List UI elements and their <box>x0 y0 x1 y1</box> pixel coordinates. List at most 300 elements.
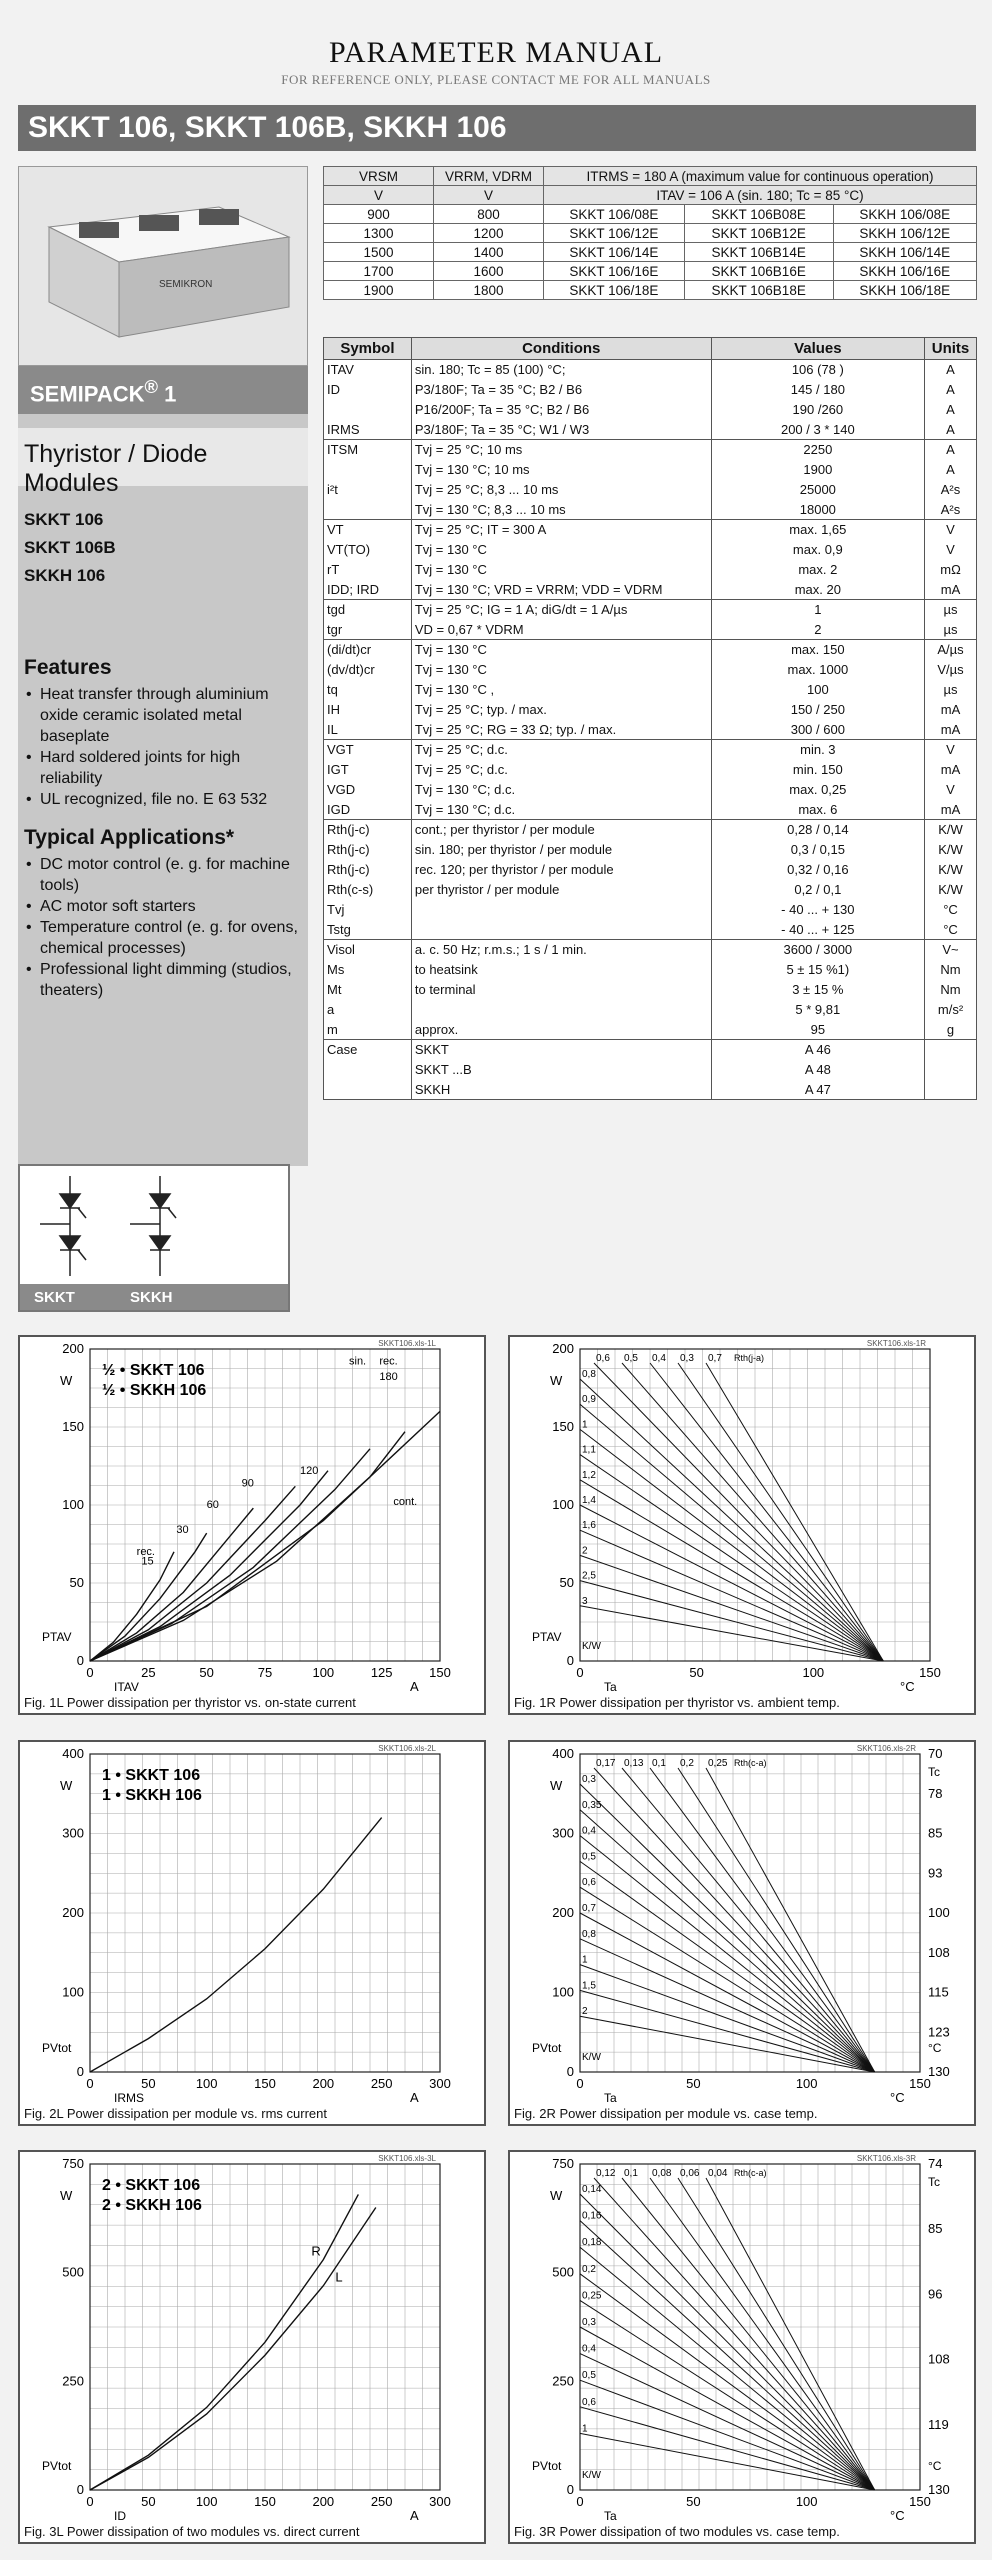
semipack-reg: ® <box>144 376 159 397</box>
x-unit-label: °C <box>900 1679 915 1694</box>
ptab-cell: mA <box>925 800 977 820</box>
ptab-cell: Tvj = 25 °C; d.c. <box>411 760 711 780</box>
chart-legend-label: 1 • SKKH 106 <box>102 1787 202 1804</box>
x-tick-label: 200 <box>312 2076 335 2091</box>
rth-label: 0,8 <box>582 1369 596 1380</box>
y2-tick-label: 74 <box>928 2156 943 2171</box>
ptab-row <box>324 860 977 880</box>
ptab-cell: per thyristor / per module <box>411 880 711 900</box>
vtab-cell: 1300 <box>324 224 434 243</box>
symbol-label-skkh: SKKH <box>130 1289 173 1306</box>
rth-label: 0,3 <box>582 1774 596 1785</box>
ptab-cell: K/W <box>925 860 977 880</box>
ptab-row <box>324 560 977 580</box>
ptab-cell: A 46 <box>711 1040 924 1060</box>
x-axis-label: IRMS <box>114 2091 144 2105</box>
chart-2l <box>18 1740 486 2126</box>
ptab-cell: IGT <box>324 760 412 780</box>
y-tick-label: 750 <box>552 2156 574 2171</box>
curve-label: rec. <box>136 1545 156 1558</box>
ptab-cell: Mt <box>324 980 412 1000</box>
rth-label: 0,2 <box>680 1758 694 1769</box>
ptab-cell: K/W <box>925 880 977 900</box>
x-tick-label: 50 <box>141 2076 156 2091</box>
x-axis-label: Ta <box>604 2091 617 2105</box>
ptab-cell: Rth(j-c) <box>324 840 412 860</box>
y2-tick-label: 108 <box>928 2351 950 2367</box>
ptab-cell: 18000 <box>711 500 924 520</box>
application-item: • Temperature control (e. g. for ovens, chemical processes) <box>24 917 304 959</box>
rth-label: 1 <box>582 1954 588 1966</box>
x-tick-label: 50 <box>689 1665 704 1680</box>
rth-label: 3 <box>582 1595 588 1607</box>
rth-label: 2,5 <box>582 1570 596 1582</box>
x-tick-label: 0 <box>86 2076 94 2091</box>
ptab-cell: 1 <box>711 600 924 620</box>
ptab-cell: approx. <box>411 1020 711 1040</box>
y2-tick-label: 130 <box>928 2482 950 2497</box>
ptab-cell: 106 (78 ) <box>711 360 924 380</box>
vtab-cell: SKKH 106/08E <box>833 205 976 224</box>
ptab-cell: Ms <box>324 960 412 980</box>
ptab-cell: Tvj <box>324 900 412 920</box>
ptab-cell: Tvj = 130 °C <box>411 560 711 580</box>
vtab-cell: 1200 <box>434 224 544 243</box>
x-tick-label: 0 <box>86 2494 94 2509</box>
y-tick-label: 100 <box>62 1497 84 1512</box>
x-tick-label: 300 <box>429 2494 451 2509</box>
model-list <box>24 506 116 590</box>
rth-label: 2 <box>582 2006 588 2018</box>
x-tick-label: 250 <box>370 2076 393 2091</box>
ptab-row <box>324 500 977 520</box>
ptab-cell <box>324 1080 412 1100</box>
rth-line <box>580 1555 883 1661</box>
ptab-cell: 25000 <box>711 480 924 500</box>
ptab-cell: Nm <box>925 980 977 1000</box>
rth-label: 0,25 <box>708 1758 728 1769</box>
rth-label: 0,2 <box>582 2263 596 2275</box>
ptab-cell: Visol <box>324 940 412 960</box>
chart-caption: Fig. 2R Power dissipation per module vs. case temp. <box>514 2106 818 2121</box>
ptab-cell: SKKH <box>411 1080 711 1100</box>
curve-label: 15 <box>141 1555 154 1568</box>
x-tick-label: 100 <box>795 2076 818 2091</box>
ptab-cell: - 40 ... + 125 <box>711 920 924 940</box>
ptab-cell: V <box>925 740 977 760</box>
ptab-cell: mA <box>925 580 977 600</box>
ptab-cell: VT <box>324 520 412 540</box>
vtab-cell: SKKH 106/16E <box>833 262 976 281</box>
ptab-cell: A/µs <box>925 640 977 660</box>
x-tick-label: 0 <box>86 1665 94 1680</box>
ptab-cell: 300 / 600 <box>711 720 924 740</box>
rth-line <box>580 1990 875 2072</box>
tc-axis-label: Tc <box>928 1765 940 1779</box>
ptab-header-units: Units <box>925 338 977 360</box>
y-axis-label: PVtot <box>42 2459 72 2473</box>
chart-file-label: SKKT106.xls-1R <box>866 1339 926 1348</box>
ptab-cell: max. 20 <box>711 580 924 600</box>
y2-tick-label: 100 <box>928 1905 950 1920</box>
ptab-cell: - 40 ... + 130 <box>711 900 924 920</box>
y-tick-label: 250 <box>62 2373 84 2389</box>
kw-label: K/W <box>582 2470 601 2481</box>
vtab-cell: SKKT 106/12E <box>544 224 685 243</box>
feature-item: • Hard soldered joints for high reliability <box>24 747 304 789</box>
ptab-cell: max. 0,25 <box>711 780 924 800</box>
ptab-row <box>324 1060 977 1080</box>
y-tick-label: 500 <box>62 2264 84 2280</box>
rth-label: 0,04 <box>708 2168 728 2179</box>
y-tick-label: 500 <box>552 2264 574 2280</box>
rth-label: 0,6 <box>582 1877 596 1889</box>
vtab-cell: SKKH 106/14E <box>833 243 976 262</box>
vtab-row <box>324 262 977 281</box>
rth-label: 1,2 <box>582 1469 596 1481</box>
vtab-cell: SKKT 106/18E <box>544 281 685 300</box>
semipack-label: SEMIPACK® 1 <box>18 366 308 414</box>
y2-tick-label: 93 <box>928 1865 943 1881</box>
vtab-cell: SKKT 106B16E <box>684 262 833 281</box>
ptab-cell: 3 ± 15 % <box>711 980 924 1000</box>
product-family: Thyristor / Diode Modules <box>18 428 308 486</box>
vtab-cell: 1400 <box>434 243 544 262</box>
x-tick-label: 150 <box>254 2494 276 2509</box>
y2-tick-label: 70 <box>928 1746 943 1761</box>
rth-label: 1 <box>582 2423 588 2435</box>
vtab-row <box>324 243 977 262</box>
ptab-cell: Tvj = 130 °C , <box>411 680 711 700</box>
ptab-cell: Tvj = 25 °C; IT = 300 A <box>411 520 711 540</box>
ptab-row <box>324 440 977 460</box>
ptab-cell: cont.; per thyristor / per module <box>411 820 711 840</box>
x-tick-label: 100 <box>312 1665 335 1680</box>
rth-label: 0,8 <box>582 1928 596 1940</box>
series-line <box>90 2194 358 2490</box>
x-tick-label: 150 <box>254 2076 276 2091</box>
ptab-cell: °C <box>925 920 977 940</box>
chart-3l <box>18 2150 486 2544</box>
ptab-cell: Case <box>324 1040 412 1060</box>
vtab-cell: SKKT 106/14E <box>544 243 685 262</box>
ptab-cell: 145 / 180 <box>711 380 924 400</box>
ptab-cell: Tvj = 25 °C; 8,3 ... 10 ms <box>411 480 711 500</box>
ptab-cell: V <box>925 540 977 560</box>
ptab-header-values: Values <box>711 338 924 360</box>
kw-label: K/W <box>582 1641 601 1652</box>
ptab-cell <box>411 920 711 940</box>
ptab-cell: 200 / 3 * 140 <box>711 420 924 440</box>
ptab-cell: max. 2 <box>711 560 924 580</box>
ptab-row <box>324 380 977 400</box>
rth-line <box>580 2194 875 2490</box>
x-unit-label: A <box>410 1679 419 1694</box>
application-item: • DC motor control (e. g. for machine tools) <box>24 854 304 896</box>
y-tick-label: 400 <box>62 1746 84 1761</box>
chart-file-label: SKKT106.xls-1L <box>378 1339 436 1348</box>
ptab-cell: rT <box>324 560 412 580</box>
rth-label: 0,4 <box>582 2343 596 2355</box>
vtab-cell: SKKT 106B18E <box>684 281 833 300</box>
y-axis-label: PTAV <box>42 1630 72 1644</box>
ptab-cell: min. 3 <box>711 740 924 760</box>
model-item: SKKT 106 <box>24 510 104 529</box>
ptab-cell: A²s <box>925 500 977 520</box>
curve-label: 30 <box>176 1524 189 1537</box>
vtab-cell: SKKT 106/08E <box>544 205 685 224</box>
ptab-cell: V/µs <box>925 660 977 680</box>
x-tick-label: 100 <box>195 2494 218 2509</box>
ptab-row <box>324 700 977 720</box>
features-list <box>24 684 304 810</box>
ptab-cell: VD = 0,67 * VDRM <box>411 620 711 640</box>
x-tick-label: 200 <box>312 2494 335 2509</box>
vtab-cell: 800 <box>434 205 544 224</box>
ptab-cell: 0,2 / 0,1 <box>711 880 924 900</box>
ptab-cell: Tvj = 25 °C; 10 ms <box>411 440 711 460</box>
ptab-cell: i²t <box>324 480 412 500</box>
ptab-cell: rec. 120; per thyristor / per module <box>411 860 711 880</box>
ptab-cell: 95 <box>711 1020 924 1040</box>
y-tick-label: 150 <box>552 1419 574 1434</box>
ptab-cell: VT(TO) <box>324 540 412 560</box>
ptab-cell: A²s <box>925 480 977 500</box>
vtab-cell: 1800 <box>434 281 544 300</box>
x-tick-label: 100 <box>802 1665 825 1680</box>
rth-line <box>580 1404 883 1661</box>
y-tick-label: 250 <box>552 2373 574 2389</box>
ptab-cell: max. 1000 <box>711 660 924 680</box>
curve-label: L <box>335 2269 343 2285</box>
ptab-cell: ITAV <box>324 360 412 380</box>
x-axis-label: Ta <box>604 1680 617 1694</box>
y2-tick-label: 85 <box>928 2221 943 2237</box>
y-tick-label: 0 <box>76 2064 84 2079</box>
ptab-cell: mA <box>925 700 977 720</box>
ptab-cell: Tstg <box>324 920 412 940</box>
rth-header-label: Rth(j-a) <box>734 1353 765 1363</box>
ptab-row <box>324 620 977 640</box>
vtab-row <box>324 281 977 300</box>
ptab-row <box>324 460 977 480</box>
ptab-row <box>324 740 977 760</box>
x-tick-label: 150 <box>909 2494 931 2509</box>
chart-legend-label: 2 • SKKT 106 <box>102 2177 201 2194</box>
ptab-cell: A <box>925 360 977 380</box>
ptab-row <box>324 520 977 540</box>
chart-legend-label: ½ • SKKH 106 <box>102 1382 207 1399</box>
ptab-cell: A <box>925 420 977 440</box>
ptab-row <box>324 640 977 660</box>
ptab-row <box>324 780 977 800</box>
ptab-cell: a. c. 50 Hz; r.m.s.; 1 s / 1 min. <box>411 940 711 960</box>
circuit-symbols <box>18 1164 290 1312</box>
ptab-cell: IGD <box>324 800 412 820</box>
vtab-cell: SKKT 106/16E <box>544 262 685 281</box>
ptab-cell: Tvj = 130 °C <box>411 660 711 680</box>
x-tick-label: 250 <box>370 2494 393 2509</box>
ptab-cell: SKKT <box>411 1040 711 1060</box>
ptab-cell: A 47 <box>711 1080 924 1100</box>
ptab-cell: A <box>925 460 977 480</box>
ptab-cell: a <box>324 1000 412 1020</box>
vtab-cell: 1500 <box>324 243 434 262</box>
ptab-row <box>324 820 977 840</box>
rth-line <box>580 1379 883 1661</box>
ptab-cell: tgr <box>324 620 412 640</box>
rth-label: 0,4 <box>652 1353 666 1364</box>
ptab-cell: Tvj = 130 °C <box>411 640 711 660</box>
ptab-row <box>324 580 977 600</box>
x-tick-label: 100 <box>195 2076 218 2091</box>
y2-tick-label: 130 <box>928 2064 950 2079</box>
ptab-cell: 5 * 9,81 <box>711 1000 924 1020</box>
ptab-cell <box>925 1060 977 1080</box>
ptab-cell: max. 6 <box>711 800 924 820</box>
rth-label: 0,6 <box>596 1353 610 1364</box>
vtab-header-itav: ITAV = 106 A (sin. 180; Tc = 85 °C) <box>544 186 977 205</box>
chart-caption: Fig. 1R Power dissipation per thyristor vs. ambient temp. <box>514 1695 840 1710</box>
rth-label: 0,7 <box>708 1353 722 1364</box>
curve-label: 90 <box>241 1477 254 1490</box>
y-tick-label: 50 <box>69 1575 84 1590</box>
ptab-cell: Nm <box>925 960 977 980</box>
vtab-cell: 1700 <box>324 262 434 281</box>
curve-label: R <box>311 2243 321 2259</box>
ptab-row <box>324 480 977 500</box>
ptab-cell: g <box>925 1020 977 1040</box>
ptab-cell: Rth(c-s) <box>324 880 412 900</box>
rth-line <box>580 1836 875 2072</box>
ptab-cell: ITSM <box>324 440 412 460</box>
ptab-cell: m/s² <box>925 1000 977 1020</box>
ptab-row <box>324 1040 977 1060</box>
chart-2r <box>508 1740 976 2126</box>
rth-label: 0,5 <box>582 2370 596 2382</box>
x-tick-label: 125 <box>370 1665 393 1680</box>
y-tick-label: 200 <box>62 1341 84 1356</box>
x-tick-label: 300 <box>429 2076 451 2091</box>
rth-line <box>580 1784 875 2072</box>
ptab-cell: m <box>324 1020 412 1040</box>
module-image <box>19 167 307 365</box>
ptab-cell: A 48 <box>711 1060 924 1080</box>
ptab-row <box>324 940 977 960</box>
y-tick-label: 100 <box>552 1497 574 1512</box>
y-unit-label: W <box>60 1373 73 1388</box>
ptab-row <box>324 900 977 920</box>
ptab-row <box>324 960 977 980</box>
ptab-row <box>324 1080 977 1100</box>
ptab-row <box>324 660 977 680</box>
ptab-row <box>324 360 977 380</box>
features-title: Features <box>24 656 112 679</box>
rth-label: 0,08 <box>652 2168 672 2179</box>
x-tick-label: 50 <box>686 2076 701 2091</box>
vtab-cell: SKKT 106B14E <box>684 243 833 262</box>
ptab-cell: sin. 180; Tc = 85 (100) °C; <box>411 360 711 380</box>
tc-unit-label: °C <box>928 2041 942 2055</box>
chart-file-label: SKKT106.xls-3R <box>856 2154 916 2163</box>
x-tick-label: 0 <box>576 2494 584 2509</box>
ptab-cell <box>324 500 412 520</box>
y2-tick-label: 115 <box>928 1984 949 2000</box>
y2-tick-label: 85 <box>928 1825 943 1841</box>
vtab-header-itrms: ITRMS = 180 A (maximum value for continuous operation) <box>544 167 977 186</box>
ptab-cell: K/W <box>925 840 977 860</box>
kw-label: K/W <box>582 2052 601 2063</box>
series-line <box>90 1552 174 1661</box>
x-tick-label: 50 <box>141 2494 156 2509</box>
y-axis-label: PVtot <box>42 2041 72 2055</box>
x-tick-label: 50 <box>686 2494 701 2509</box>
vtab-cell: SKKH 106/18E <box>833 281 976 300</box>
ptab-cell: VGD <box>324 780 412 800</box>
x-tick-label: 150 <box>919 1665 941 1680</box>
rth-label: 1,4 <box>582 1495 596 1506</box>
y-tick-label: 300 <box>552 1825 574 1841</box>
vtab-header-vrsm: VRSM <box>324 167 434 186</box>
rth-line <box>580 2247 875 2490</box>
rth-header-label: Rth(c-a) <box>734 2168 767 2178</box>
rth-label: 0,12 <box>596 2168 616 2179</box>
rth-line <box>580 1810 875 2072</box>
vtab-unit: V <box>324 186 434 205</box>
rth-line <box>594 2178 875 2490</box>
y-unit-label: W <box>60 1778 73 1793</box>
vtab-header-vrrm: VRRM, VDRM <box>434 167 544 186</box>
chart-caption: Fig. 2L Power dissipation per module vs. rms current <box>24 2106 327 2121</box>
ptab-cell: °C <box>925 900 977 920</box>
x-unit-label: °C <box>890 2090 905 2105</box>
ptab-cell: Rth(j-c) <box>324 860 412 880</box>
y-tick-label: 0 <box>76 1653 84 1668</box>
ptab-cell <box>411 1000 711 1020</box>
curve-label: 60 <box>206 1499 219 1512</box>
ptab-row <box>324 760 977 780</box>
chart-3r <box>508 2150 976 2544</box>
ptab-row <box>324 600 977 620</box>
ptab-row <box>324 1000 977 1020</box>
y2-tick-label: 119 <box>928 2416 949 2432</box>
ptab-cell: max. 1,65 <box>711 520 924 540</box>
application-item: • Professional light dimming (studios, theaters) <box>24 959 304 1001</box>
tc-unit-label: °C <box>928 2459 942 2473</box>
y-tick-label: 200 <box>552 1341 574 1356</box>
ptab-header-symbol: Symbol <box>324 338 412 360</box>
x-tick-label: 150 <box>909 2076 931 2091</box>
y2-tick-label: 108 <box>928 1944 950 1960</box>
ptab-cell: IL <box>324 720 412 740</box>
chart-legend-label: 1 • SKKT 106 <box>102 1767 201 1784</box>
y-tick-label: 100 <box>62 1984 84 2000</box>
y2-tick-label: 78 <box>928 1785 943 1801</box>
ptab-cell: V~ <box>925 940 977 960</box>
ptab-cell: IRMS <box>324 420 412 440</box>
vtab-cell: SKKT 106B12E <box>684 224 833 243</box>
ptab-cell <box>925 1080 977 1100</box>
ptab-cell: tgd <box>324 600 412 620</box>
x-unit-label: A <box>410 2508 419 2523</box>
feature-item: • Heat transfer through aluminium oxide ceramic isolated metal baseplate <box>24 684 304 747</box>
product-banner: SKKT 106, SKKT 106B, SKKH 106 <box>18 105 976 151</box>
rth-label: 0,17 <box>596 1758 616 1769</box>
curve-label: rec. <box>379 1355 398 1368</box>
ptab-cell: V <box>925 780 977 800</box>
ptab-cell: P3/180F; Ta = 35 °C; W1 / W3 <box>411 420 711 440</box>
ptab-cell: 190 /260 <box>711 400 924 420</box>
